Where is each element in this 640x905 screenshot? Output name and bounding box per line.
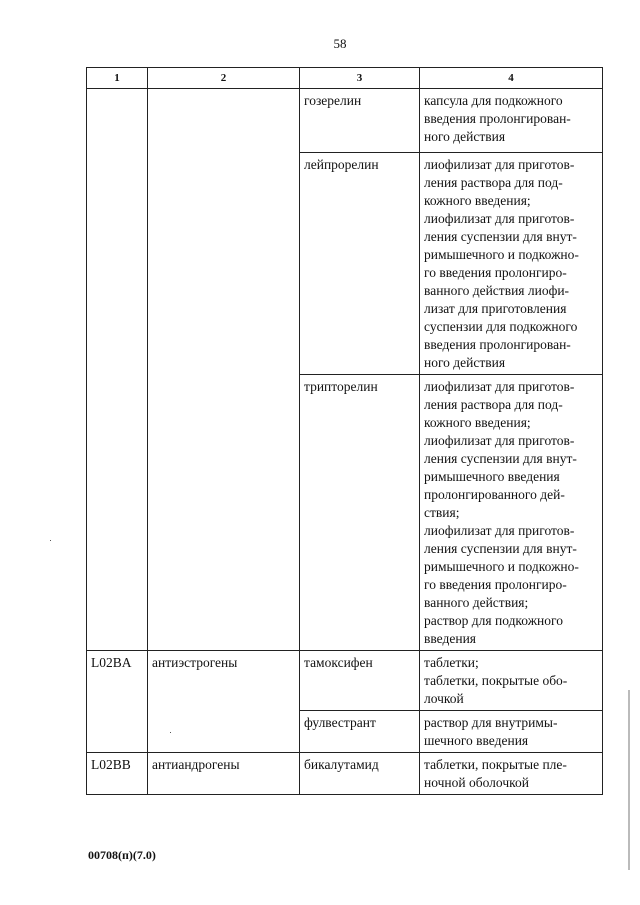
scan-speck <box>170 732 171 733</box>
header-col-2: 2 <box>148 68 300 89</box>
group-name-cell: антиандрогены <box>148 753 300 795</box>
atc-code-cell <box>87 711 148 753</box>
header-col-4: 4 <box>420 68 603 89</box>
header-col-1: 1 <box>87 68 148 89</box>
header-row <box>87 68 603 89</box>
dosage-form-cell: капсула для подкожного введения пролонгирован- ного действия <box>420 89 603 153</box>
dosage-form-cell: таблетки; таблетки, покрытые обо- лочкой <box>420 651 603 711</box>
dosage-form-cell: лиофилизат для приготов- ления раствора для под- кожного введения; лиофилизат для приготов- ления суспензии для внут- римышечного и подкожно- го введения пролонгиро- ванного действия лиофи- лизат для приготовления суспензии для подкожного введения пролонгирован- ного действия <box>420 153 603 375</box>
atc-code-cell <box>87 89 148 651</box>
page-number: 58 <box>333 36 347 51</box>
table-row <box>87 711 603 753</box>
atc-code-cell: L02BB <box>87 753 148 795</box>
dosage-form-cell: раствор для внутримы- шечного введения <box>420 711 603 753</box>
scan-speck <box>50 540 51 541</box>
group-name-cell <box>148 89 300 651</box>
drug-name-cell: тамоксифен <box>300 651 420 711</box>
drug-name-cell: бикалутамид <box>300 753 420 795</box>
group-name-cell: антиэстрогены <box>148 651 300 711</box>
atc-code-cell: L02BA <box>87 651 148 711</box>
dosage-form-cell: лиофилизат для приготов- ления раствора для под- кожного введения; лиофилизат для приготов- ления суспензии для внут- римышечного введения пролонгированного дей- ствия; лиофилизат для приготов- ления суспензии для внут- римышечного и подкожно- го введения пролонгиро- ванного действия; раствор для подкожного введения <box>420 375 603 651</box>
drug-name-cell: лейпрорелин <box>300 153 420 375</box>
dosage-form-cell: таблетки, покрытые пле- ночной оболочкой <box>420 753 603 795</box>
drug-name-cell: фулвестрант <box>300 711 420 753</box>
medication-table <box>86 67 603 795</box>
drug-name-cell: трипторелин <box>300 375 420 651</box>
table-row <box>87 753 603 795</box>
table-row <box>87 89 603 153</box>
header-col-3: 3 <box>300 68 420 89</box>
document-code-footer: 00708(п)(7.0) <box>88 848 156 862</box>
scan-edge <box>628 690 630 870</box>
table-row <box>87 651 603 711</box>
drug-name-cell: гозерелин <box>300 89 420 153</box>
